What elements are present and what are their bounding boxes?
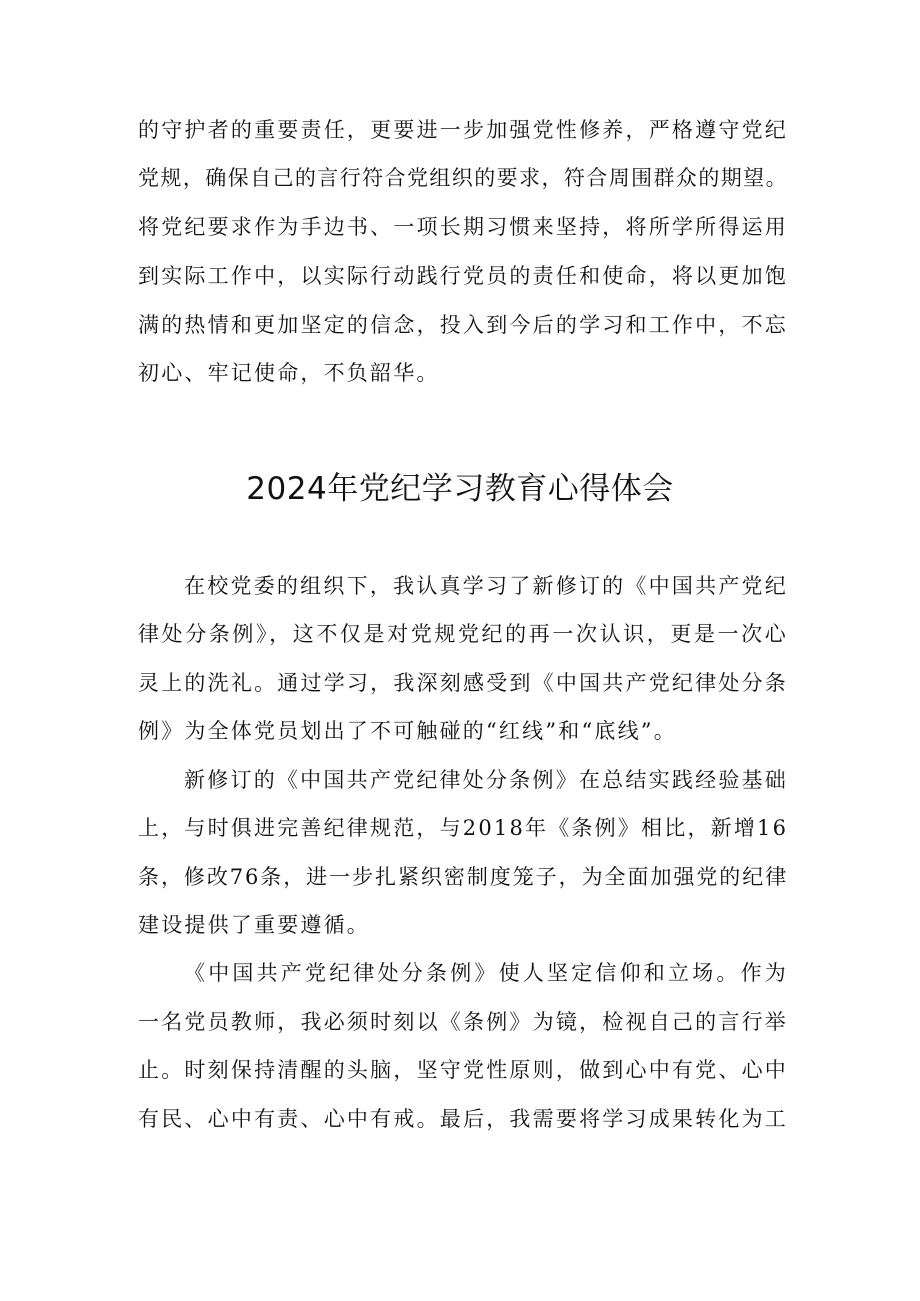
p3-line-1: 《中国共产党纪律处分条例》使人坚定信仰和立场。作为 [184,961,788,985]
intro-line-3: 将党纪要求作为手边书、一项长期习惯来坚持，将所学所得运用 [138,215,788,239]
intro-line-6: 初心、牢记使命，不负韶华。 [138,361,440,385]
p1-line-1: 在校党委的组织下，我认真学习了新修订的《中国共产党纪 [184,574,788,598]
intro-line-2: 党规，确保自己的言行符合党组织的要求，符合周围群众的期望。 [138,166,788,190]
p1-line-2: 律处分条例》，这不仅是对党规党纪的再一次认识，更是一次心 [138,622,788,646]
p1-line-4: 例》为全体党员划出了不可触碰的“红线”和“底线”。 [138,719,677,743]
intro-line-4: 到实际工作中，以实际行动践行党员的责任和使命，将以更加饱 [138,264,788,288]
p2-line-4: 建设提供了重要遵循。 [138,913,370,937]
p2-line-2: 上，与时俱进完善纪律规范，与2018年《条例》相比，新增16 [138,816,789,840]
p3-line-4: 有民、心中有责、心中有戒。最后，我需要将学习成果转化为工 [138,1107,788,1131]
page-title: 2024年党纪学习教育心得体会 [246,471,674,507]
p2-line-1: 新修订的《中国共产党纪律处分条例》在总结实践经验基础 [184,768,788,792]
p3-line-3: 止。时刻保持清醒的头脑，坚守党性原则，做到心中有党、心中 [138,1058,788,1082]
p2-line-3: 条，修改76条，进一步扎紧织密制度笼子，为全面加强党的纪律 [138,865,788,889]
intro-line-1: 的守护者的重要责任，更要进一步加强党性修养，严格遵守党纪 [138,118,788,142]
intro-line-5: 满的热情和更加坚定的信念，投入到今后的学习和工作中，不忘 [138,313,788,337]
p1-line-3: 灵上的洗礼。通过学习，我深刻感受到《中国共产党纪律处分条 [138,671,788,695]
p3-line-2: 一名党员教师，我必须时刻以《条例》为镜，检视自己的言行举 [138,1010,788,1034]
